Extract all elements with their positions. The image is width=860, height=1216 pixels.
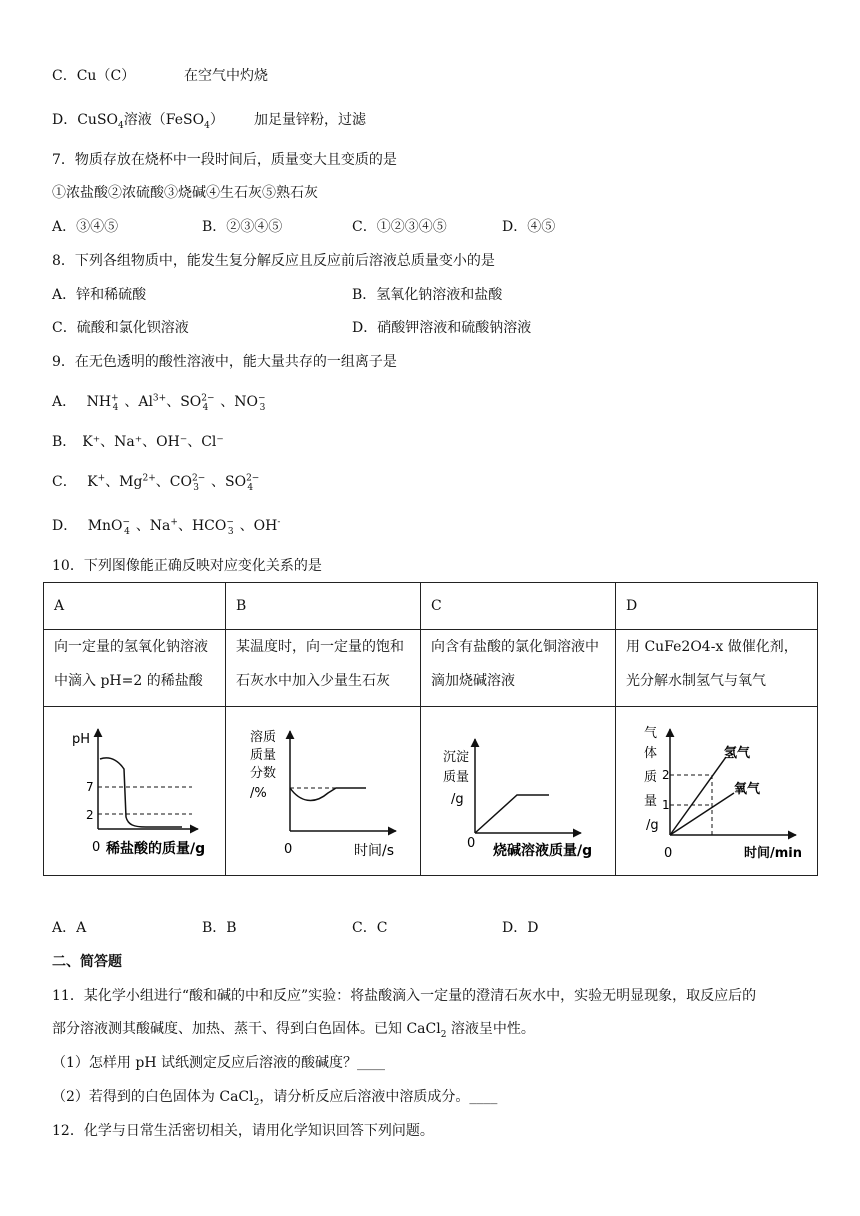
- q11-line1: 11．某化学小组进行“酸和碱的中和反应”实验：将盐酸滴入一定量的澄清石灰水中，实验无明显现象，取反应后的: [52, 988, 757, 1004]
- header-a: A: [44, 583, 226, 630]
- y-label-4: /%: [250, 786, 267, 801]
- q7-items: ①浓盐酸②浓硫酸③烧碱④生石灰⑤熟石灰: [52, 185, 318, 201]
- option-d-line: [52, 110, 224, 130]
- option-d-method: 加足量锌粉，过滤: [254, 112, 366, 128]
- graph-b-cell: [226, 707, 421, 876]
- header-c: C: [421, 583, 616, 630]
- q10-option-a: A．A: [52, 920, 87, 936]
- precipitate-line: [475, 795, 549, 833]
- subscript: 2: [253, 1097, 260, 1108]
- q11-sub2-a: （2）若得到的白色固体为 CaCl: [52, 1089, 254, 1105]
- origin: 0: [284, 842, 293, 857]
- desc-a: 向一定量的氢氧化钠溶液中滴入 pH=2 的稀盐酸: [44, 630, 226, 707]
- q8-option-a: A．锌和稀硫酸: [52, 287, 147, 303]
- option-b-ions: K⁺、Na⁺、OH⁻、Cl⁻: [82, 434, 224, 450]
- option-c-line: [52, 66, 135, 86]
- q11-sub2: [52, 1087, 497, 1107]
- desc-c: 向含有盐酸的氯化铜溶液中滴加烧碱溶液: [421, 630, 616, 707]
- header-b: B: [226, 583, 421, 630]
- subscript: 4: [118, 120, 124, 131]
- q10-option-c: C．C: [352, 920, 388, 936]
- y-label-1: 气: [644, 726, 658, 741]
- q7-option-b: B．②③④⑤: [202, 219, 283, 235]
- q9-option-d: D． MnO−$_4$ 、Na+、$HCO^-_3$ 、OH-: [52, 517, 281, 537]
- graph-d: [626, 707, 828, 875]
- y-label-1: 沉淀: [443, 750, 470, 765]
- q7-option-a: A．③④⑤: [52, 219, 119, 235]
- option-c-substance: C．Cu（C）: [52, 68, 136, 84]
- option-d-part3: ）: [209, 112, 224, 128]
- y-label-4: 量: [644, 794, 658, 809]
- tick-2: 2: [662, 768, 670, 782]
- x-label: 烧碱溶液质量/g: [493, 843, 593, 859]
- q10-stem: 10．下列图像能正确反映对应变化关系的是: [52, 558, 322, 574]
- option-label: B．: [52, 434, 77, 450]
- q12-stem: 12．化学与日常生活密切相关，请用化学知识回答下列问题。: [52, 1123, 434, 1139]
- x-label: 时间/s: [354, 843, 395, 859]
- y-label-3: 分数: [250, 766, 277, 781]
- y-label-3: 质: [644, 770, 658, 785]
- o2-line: [670, 793, 734, 835]
- q8-option-d: D．硝酸钾溶液和硫酸钠溶液: [352, 320, 532, 336]
- tick-1: 1: [662, 798, 670, 812]
- tick-2: 2: [86, 808, 94, 822]
- h2-label: 氢气: [724, 746, 751, 761]
- origin: 0: [664, 846, 673, 861]
- desc-b: 某温度时，向一定量的饱和石灰水中加入少量生石灰: [226, 630, 421, 707]
- x-label: 时间/min: [744, 846, 803, 861]
- graph-b: [236, 707, 431, 875]
- option-label: C．: [52, 474, 77, 490]
- graph-c-cell: [421, 707, 616, 876]
- q11-sub2-b: ，请分析反应后溶液中溶质成分。____: [259, 1089, 498, 1105]
- header-d: D: [616, 583, 818, 630]
- q10-option-d: D．D: [502, 920, 539, 936]
- q8-option-c: C．硫酸和氯化钡溶液: [52, 320, 189, 336]
- q8-stem: 8．下列各组物质中，能发生复分解反应且反应前后溶液总质量变小的是: [52, 253, 495, 269]
- desc-d: 用 CuFe2O4-x 做催化剂，光分解水制氢气与氧气: [616, 630, 818, 707]
- subscript: 2: [440, 1029, 447, 1040]
- fraction-curve: [290, 788, 366, 800]
- graph-a-cell: [44, 707, 226, 876]
- q11-sub1: （1）怎样用 pH 试纸测定反应后溶液的酸碱度？____: [52, 1055, 385, 1071]
- subscript: 4: [204, 120, 210, 131]
- option-d-part2: 溶液（FeSO: [123, 112, 205, 128]
- y-label-1: 溶质: [250, 730, 277, 745]
- q7-stem: 7．物质存放在烧杯中一段时间后，质量变大且变质的是: [52, 152, 397, 168]
- x-label: 稀盐酸的质量/g: [106, 841, 206, 857]
- q9-stem: 9．在无色透明的酸性溶液中，能大量共存的一组离子是: [52, 354, 397, 370]
- q8-option-b: B．氢氧化钠溶液和盐酸: [352, 287, 503, 303]
- y-label-2: 质量: [250, 748, 277, 763]
- y-label-2: 质量: [443, 770, 470, 785]
- q7-option-c: C．①②③④⑤: [352, 219, 447, 235]
- q11-line2-a: 部分溶液测其酸碱度、加热、蒸干、得到白色固体。已知 CaCl: [52, 1021, 441, 1037]
- section-title: 二、简答题: [52, 954, 122, 970]
- origin: 0: [467, 836, 476, 851]
- y-label-2: 体: [644, 746, 658, 761]
- q11-line2-b: 溶液呈中性。: [446, 1021, 535, 1037]
- ph-curve: [100, 758, 182, 827]
- q9-option-c: C． K+、$Mg^{2+}$、$CO^{2-}_3$ 、$SO^{2-}_4$: [52, 473, 260, 493]
- option-c-method: 在空气中灼烧: [184, 68, 268, 84]
- y-label-3: /g: [451, 792, 464, 807]
- q7-option-d: D．④⑤: [502, 219, 556, 235]
- origin: 0: [92, 840, 101, 855]
- q9-option-b: [52, 432, 224, 452]
- q10-option-b: B．B: [202, 920, 237, 936]
- option-label: D．: [52, 518, 78, 534]
- option-d-part1: D．CuSO: [52, 112, 119, 128]
- graph-a: [54, 707, 236, 875]
- h2-line: [670, 757, 726, 835]
- option-label: A．: [52, 394, 77, 410]
- q9-option-a: A． $NH^+_4$ 、$Al^{3+}$、$SO^{2-}_4$ 、$NO^-_3$: [52, 393, 266, 413]
- y-label: pH: [72, 732, 91, 747]
- q11-line2: [52, 1019, 535, 1039]
- graph-c: [431, 707, 626, 875]
- q10-table: [43, 582, 818, 876]
- o2-label: 氧气: [734, 782, 761, 797]
- y-label-5: /g: [646, 818, 659, 833]
- graph-d-cell: [616, 707, 818, 876]
- tick-7: 7: [86, 780, 94, 794]
